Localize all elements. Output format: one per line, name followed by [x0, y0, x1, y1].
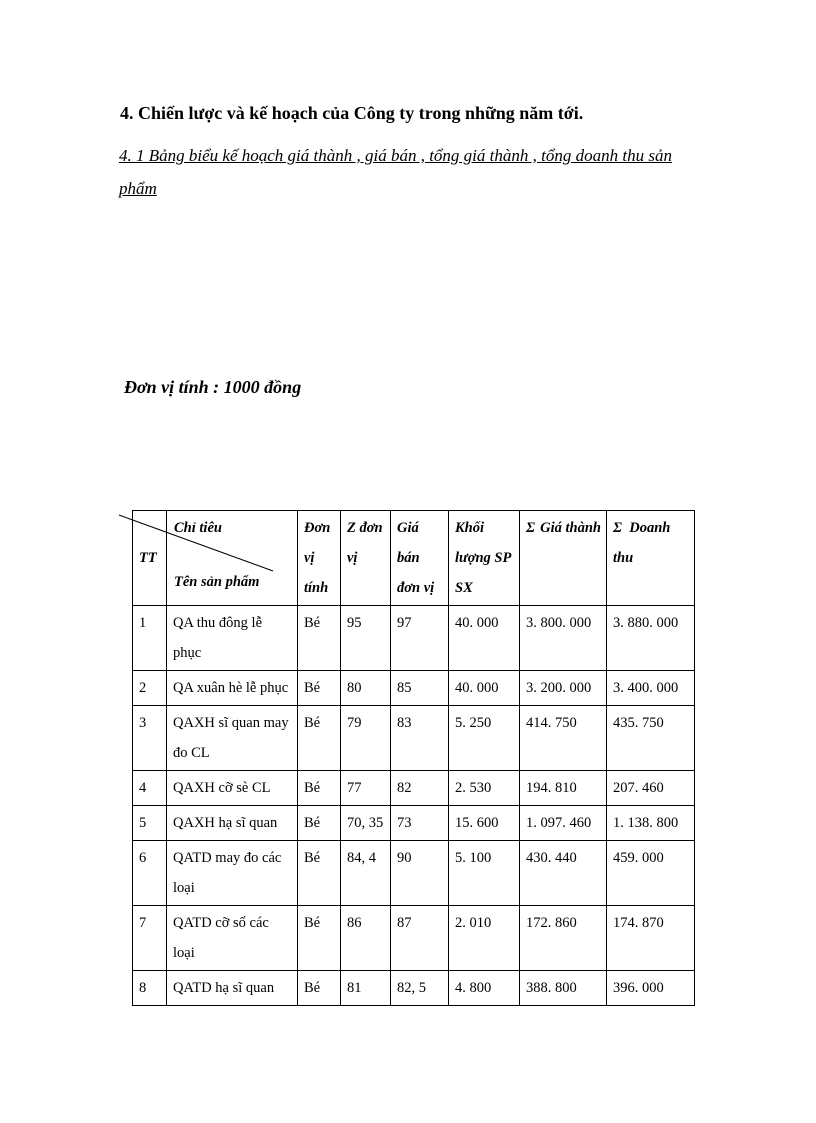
cell-price: 83: [391, 706, 449, 771]
cell-unit: Bé: [298, 806, 341, 841]
header-total-revenue: [607, 511, 695, 606]
cell-unit: Bé: [298, 606, 341, 671]
cell-z: 86: [341, 906, 391, 971]
cell-total-revenue: 459. 000: [607, 841, 695, 906]
table-row: [133, 771, 695, 806]
header-indicator-top: Chỉ tiêu: [174, 520, 222, 536]
cell-total-revenue: 396. 000: [607, 971, 695, 1006]
cell-volume: 2. 530: [449, 771, 520, 806]
cell-total-cost: 414. 750: [520, 706, 607, 771]
table-caption: 4. 1 Bảng biểu kế hoạch giá thành , giá bán , tổng giá thành , tổng doanh thu sản phẩm: [119, 146, 672, 198]
cell-volume: 5. 250: [449, 706, 520, 771]
header-total-cost: [520, 511, 607, 606]
plan-table: [132, 510, 695, 1006]
cell-tt: 3: [133, 706, 167, 771]
cell-product-name: QAXH cỡ sè CL: [167, 771, 298, 806]
cell-z: 84, 4: [341, 841, 391, 906]
cell-volume: 5. 100: [449, 841, 520, 906]
cell-total-revenue: 435. 750: [607, 706, 695, 771]
cell-total-cost: 388. 800: [520, 971, 607, 1006]
cell-z: 77: [341, 771, 391, 806]
cell-total-revenue: 3. 400. 000: [607, 671, 695, 706]
table-row: [133, 671, 695, 706]
cell-price: 97: [391, 606, 449, 671]
cell-z: 95: [341, 606, 391, 671]
cell-price: 73: [391, 806, 449, 841]
cell-product-name: QA xuân hè lễ phục: [167, 671, 298, 706]
cell-product-name: QATD hạ sĩ quan: [167, 971, 298, 1006]
cell-unit: Bé: [298, 706, 341, 771]
table-row: [133, 806, 695, 841]
sigma-symbol: Σ: [613, 520, 622, 536]
cell-volume: 40. 000: [449, 606, 520, 671]
cell-product-name: QA thu đông lễ phục: [167, 606, 298, 671]
cell-unit: Bé: [298, 771, 341, 806]
cell-total-cost: 172. 860: [520, 906, 607, 971]
cell-product-name: QAXH hạ sĩ quan: [167, 806, 298, 841]
table-row: [133, 971, 695, 1006]
cell-tt: 6: [133, 841, 167, 906]
cell-tt: 8: [133, 971, 167, 1006]
cell-volume: 15. 600: [449, 806, 520, 841]
header-indicator: [167, 511, 298, 606]
table-row: [133, 606, 695, 671]
cell-z: 80: [341, 671, 391, 706]
cell-price: 82: [391, 771, 449, 806]
cell-price: 85: [391, 671, 449, 706]
header-volume: Khối lượng SP SX: [449, 511, 520, 606]
header-price-unit: Giá bán đơn vị: [391, 511, 449, 606]
diagonal-divider: [167, 511, 168, 512]
cell-tt: 2: [133, 671, 167, 706]
cell-z: 70, 35: [341, 806, 391, 841]
cell-tt: 5: [133, 806, 167, 841]
table-row: [133, 906, 695, 971]
sigma-symbol: Σ: [526, 520, 535, 536]
cell-unit: Bé: [298, 971, 341, 1006]
cell-total-cost: 430. 440: [520, 841, 607, 906]
cell-volume: 2. 010: [449, 906, 520, 971]
header-tt: TT: [133, 511, 167, 606]
header-total-cost-label: Giá thành: [540, 520, 601, 536]
cell-product-name: QATD may đo các loại: [167, 841, 298, 906]
header-indicator-bottom: Tên sản phẩm: [174, 574, 260, 590]
cell-tt: 1: [133, 606, 167, 671]
table-body: [133, 606, 695, 1006]
header-unit: Đơn vị tính: [298, 511, 341, 606]
header-z-unit: Z đơn vị: [341, 511, 391, 606]
cell-price: 90: [391, 841, 449, 906]
cell-total-revenue: 174. 870: [607, 906, 695, 971]
table-row: [133, 706, 695, 771]
header-row: [133, 511, 695, 606]
section-heading: 4. Chiến lược và kế hoạch của Công ty trong những năm tới.: [120, 103, 584, 123]
cell-z: 79: [341, 706, 391, 771]
cell-volume: 40. 000: [449, 671, 520, 706]
cell-volume: 4. 800: [449, 971, 520, 1006]
unit-note: Đơn vị tính : 1000 đồng: [124, 377, 302, 397]
cell-total-cost: 194. 810: [520, 771, 607, 806]
cell-tt: 7: [133, 906, 167, 971]
table-row: [133, 841, 695, 906]
cell-product-name: QAXH sĩ quan may đo CL: [167, 706, 298, 771]
header-total-revenue-label: Doanh thu: [613, 520, 671, 566]
cell-unit: Bé: [298, 671, 341, 706]
cell-price: 87: [391, 906, 449, 971]
cell-price: 82, 5: [391, 971, 449, 1006]
cell-unit: Bé: [298, 906, 341, 971]
cell-product-name: QATD cỡ số các loại: [167, 906, 298, 971]
cell-total-cost: 1. 097. 460: [520, 806, 607, 841]
cell-total-revenue: 207. 460: [607, 771, 695, 806]
cell-unit: Bé: [298, 841, 341, 906]
cell-tt: 4: [133, 771, 167, 806]
cell-total-revenue: 1. 138. 800: [607, 806, 695, 841]
cell-total-cost: 3. 200. 000: [520, 671, 607, 706]
cell-z: 81: [341, 971, 391, 1006]
cell-total-revenue: 3. 880. 000: [607, 606, 695, 671]
cell-total-cost: 3. 800. 000: [520, 606, 607, 671]
